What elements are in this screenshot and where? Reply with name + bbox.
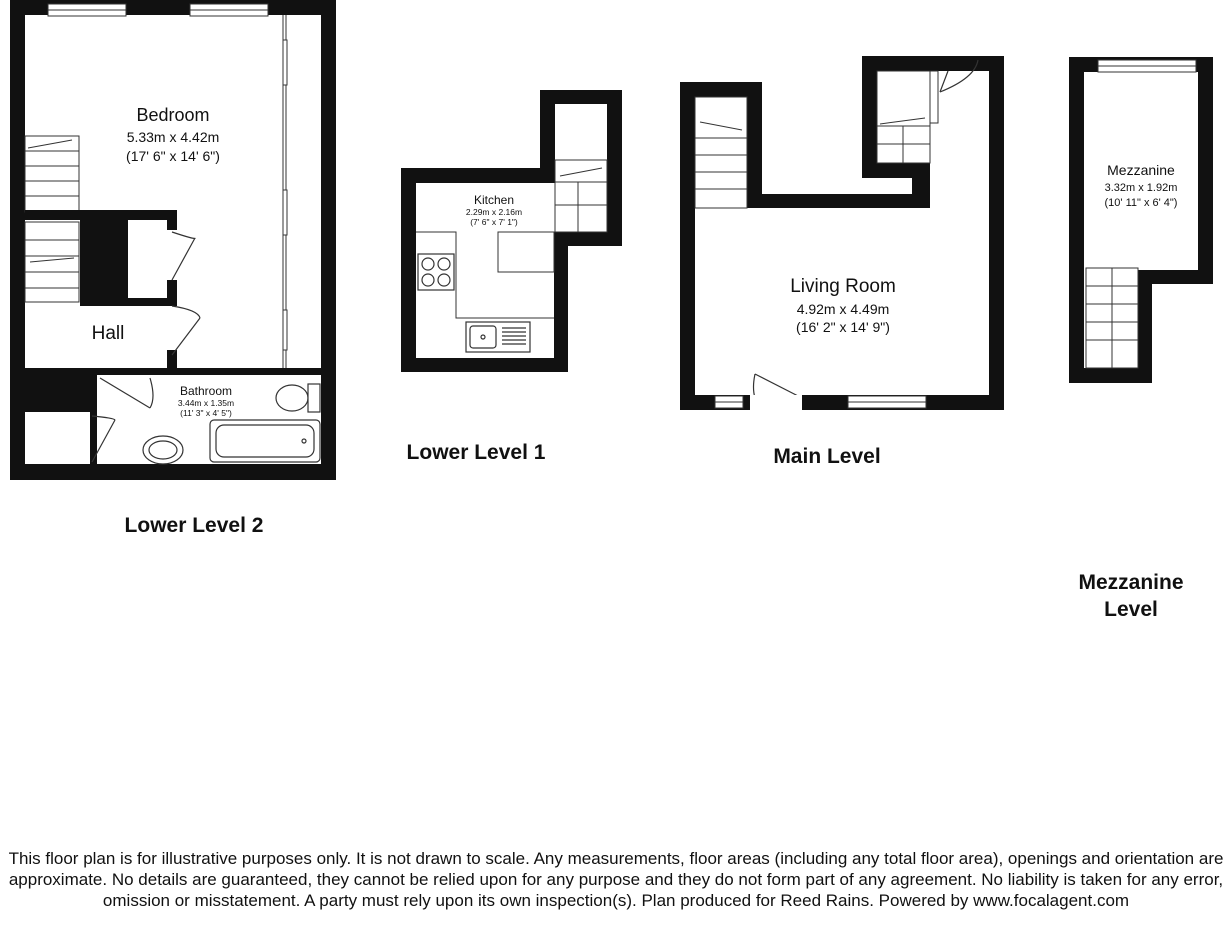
main-level-plan (680, 56, 1004, 468)
hob (418, 254, 454, 290)
lower-level-2-label: Lower Level 2 (124, 514, 264, 537)
lower-level-1-plan (401, 90, 622, 464)
bathroom-name: Bathroom (179, 384, 233, 398)
bathroom-left-block (25, 368, 93, 412)
living-room-metric: 4.92m x 4.49m (796, 301, 890, 317)
mezzanine-imperial: (10' 11" x 6' 4") (1104, 197, 1178, 209)
hall-name: Hall (91, 323, 125, 344)
bedroom-wardrobe (283, 15, 287, 368)
toilet (276, 385, 308, 411)
chimney-block (80, 216, 128, 302)
lower-level-1-label: Lower Level 1 (406, 441, 546, 464)
disclaimer-text: This floor plan is for illustrative purposes only. It is not drawn to scale. Any measurements, floor areas (including any total floor area), openings and orientation are approximate. No details are guaranteed, they cannot be relied upon for any purpose and they do not form part of any agreement. No liability is taken for any error, omission or misstatement. A party must rely upon its own inspection(s). Plan produced for Reed Rains. Powered by www.focalagent.com (8, 849, 1224, 910)
bedroom-metric: 5.33m x 4.42m (126, 129, 220, 145)
mezzanine-name: Mezzanine (1107, 162, 1175, 178)
cupboard-wall (80, 298, 177, 306)
kitchen-metric: 2.29m x 2.16m (465, 207, 523, 217)
kitchen-name: Kitchen (473, 193, 515, 207)
mezzanine-window (1098, 60, 1196, 72)
lower-level-1-stairs (555, 160, 607, 232)
mezzanine-metric: 3.32m x 1.92m (1104, 182, 1178, 194)
mezzanine-level-label-line1: Mezzanine (1078, 571, 1184, 594)
kitchen-imperial: (7' 6" x 7' 1") (470, 217, 518, 227)
bedroom-name: Bedroom (136, 105, 210, 125)
mezzanine-stairs (1086, 268, 1138, 368)
mezzanine-level-plan (1069, 57, 1213, 621)
main-level-stairs-left (695, 97, 747, 208)
bathroom-metric: 3.44m x 1.35m (177, 398, 235, 408)
lower-level-2-stairs-upper (25, 136, 79, 212)
internal-wall-vertical (167, 350, 177, 368)
internal-wall-vertical (167, 210, 177, 230)
main-level-stairs-right (877, 71, 938, 163)
main-level-label: Main Level (773, 445, 881, 468)
kitchen-sink (466, 322, 530, 352)
living-room-imperial: (16' 2" x 14' 9") (796, 319, 890, 335)
lower-level-2-stairs-lower (25, 222, 79, 302)
living-room-name: Living Room (790, 276, 896, 297)
lower-level-2-plan (10, 0, 336, 537)
bedroom-imperial: (17' 6" x 14' 6") (126, 148, 220, 164)
bathroom-imperial: (11' 3" x 4' 5") (180, 408, 232, 418)
mezzanine-level-label-line2: Level (1104, 598, 1158, 621)
